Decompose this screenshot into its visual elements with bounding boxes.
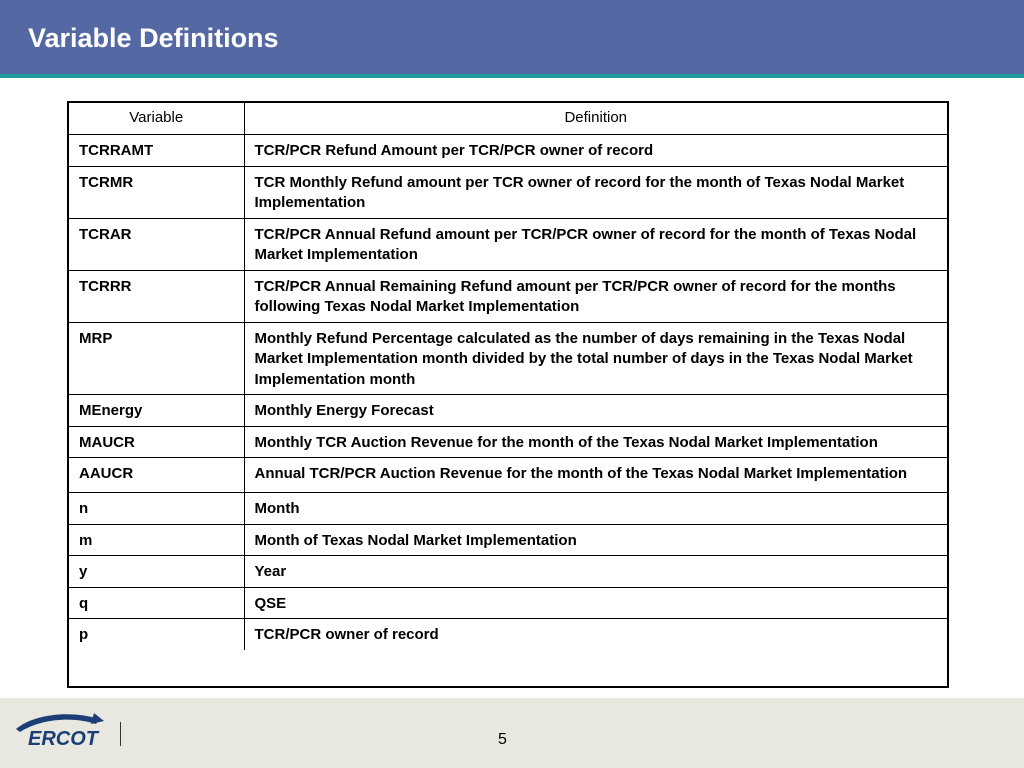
variable-cell: y [69,556,244,588]
variable-cell: p [69,619,244,650]
definition-cell: TCR/PCR Refund Amount per TCR/PCR owner of record [244,135,947,167]
page-number: 5 [498,731,507,748]
table-row [69,322,947,395]
table-header-row [69,103,947,135]
table-row [69,395,947,427]
definition-cell: Month [244,493,947,525]
variable-cell: TCRMR [69,166,244,218]
variable-cell: TCRRAMT [69,135,244,167]
ercot-logo [12,707,107,751]
definition-cell: TCR Monthly Refund amount per TCR owner of record for the month of Texas Nodal Market Implementation [244,166,947,218]
title-bar-accent-stripe [0,74,1024,78]
logo-divider [120,722,121,746]
variable-cell: q [69,587,244,619]
table-row [69,619,947,650]
variable-cell: TCRAR [69,218,244,270]
table-row [69,135,947,167]
title-bar [0,0,1024,74]
table-row [69,587,947,619]
variable-cell: TCRRR [69,270,244,322]
definition-cell: Year [244,556,947,588]
table-row [69,166,947,218]
definition-cell: TCR/PCR owner of record [244,619,947,650]
table-row [69,524,947,556]
header-definition: Definition [244,103,947,135]
slide-title: Variable Definitions [28,23,279,53]
definition-cell: Monthly Energy Forecast [244,395,947,427]
table-row [69,493,947,525]
variable-cell: n [69,493,244,525]
definition-cell: Monthly Refund Percentage calculated as the number of days remaining in the Texas Nodal Market Implementation month divided by the total number of days in the Texas Nodal Market Implementation month [244,322,947,395]
variable-cell: MEnergy [69,395,244,427]
slide-footer [0,698,1024,768]
definition-cell: Month of Texas Nodal Market Implementation [244,524,947,556]
svg-text:ERCOT: ERCOT [28,728,98,750]
header-variable: Variable [69,103,244,135]
definition-cell: TCR/PCR Annual Remaining Refund amount per TCR/PCR owner of record for the months following Texas Nodal Market Implementation [244,270,947,322]
variable-cell: MRP [69,322,244,395]
definition-cell: TCR/PCR Annual Refund amount per TCR/PCR owner of record for the month of Texas Nodal Market Implementation [244,218,947,270]
definition-cell: QSE [244,587,947,619]
definition-cell: Monthly TCR Auction Revenue for the month of the Texas Nodal Market Implementation [244,426,947,458]
variable-definitions-table [67,101,949,688]
variable-cell: MAUCR [69,426,244,458]
table-row [69,426,947,458]
variable-cell: m [69,524,244,556]
table-row [69,270,947,322]
table-row [69,556,947,588]
table-row [69,218,947,270]
table-row [69,458,947,493]
variable-cell: AAUCR [69,458,244,493]
definition-cell: Annual TCR/PCR Auction Revenue for the month of the Texas Nodal Market Implementation [244,458,947,493]
